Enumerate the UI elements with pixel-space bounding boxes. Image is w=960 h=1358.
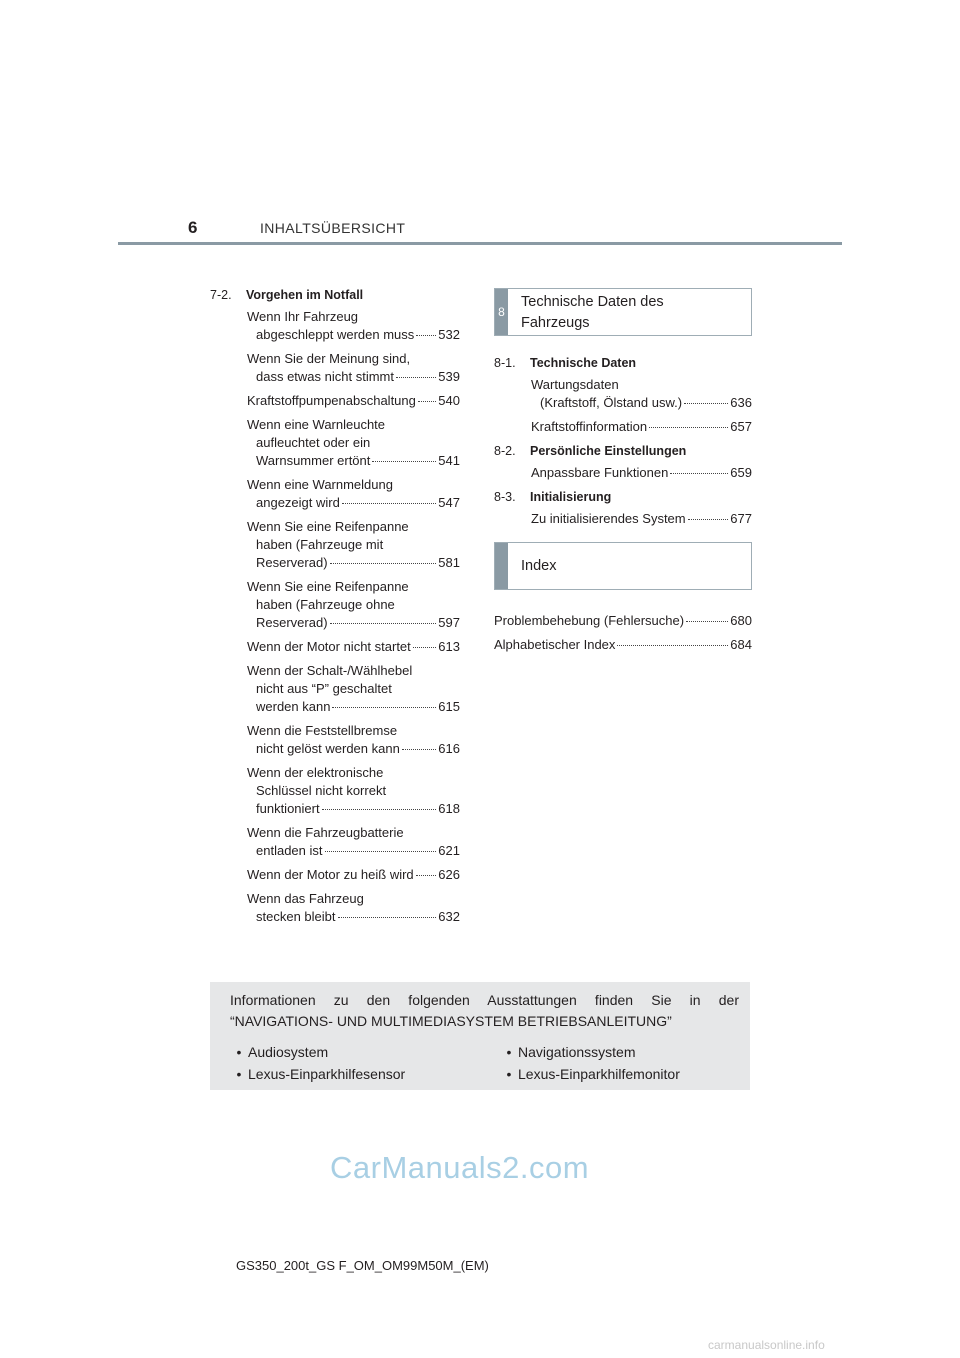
toc-entry-text: Wenn der Motor zu heiß wird [247, 867, 414, 882]
toc-section [494, 442, 752, 482]
toc-entry[interactable] [247, 416, 460, 470]
dot-leader [617, 645, 728, 646]
dot-leader [372, 461, 436, 462]
toc-entry-text: werden kann [256, 699, 331, 714]
index-entry[interactable] [494, 636, 752, 654]
toc-right-column [494, 288, 752, 660]
watermark: CarManuals2.com [330, 1150, 590, 1185]
page-ref: 597 [438, 615, 460, 630]
header-rule [118, 242, 842, 245]
index-box [494, 542, 752, 590]
toc-entry[interactable] [531, 376, 752, 412]
toc-entry[interactable] [247, 308, 460, 344]
toc-entries [210, 308, 460, 926]
toc-entry-line: aufleuchtet oder ein [256, 435, 371, 450]
page-number: 6 [188, 218, 198, 237]
dot-leader [396, 377, 436, 378]
toc-entry[interactable] [531, 464, 752, 482]
dot-leader [413, 647, 437, 648]
page-ref: 659 [730, 465, 752, 480]
toc-entry-line: Wenn der elektronische [247, 765, 384, 780]
toc-entry-text: nicht gelöst werden kann [256, 741, 400, 756]
toc-entry-line [247, 908, 460, 926]
dot-leader [402, 749, 436, 750]
section-number: 8-1. [494, 356, 516, 370]
toc-entry-line: haben (Fahrzeuge ohne [256, 597, 395, 612]
toc-entry-line [247, 614, 460, 632]
dot-leader [416, 335, 436, 336]
toc-entries [494, 510, 752, 528]
toc-entry-text: dass etwas nicht stimmt [256, 369, 394, 384]
index-entries [494, 612, 752, 654]
toc-section [494, 488, 752, 528]
watermark: carmanualsonline.info [708, 1338, 825, 1352]
toc-entry-text: funktioniert [256, 801, 320, 816]
feature-label: Lexus-Einparkhilfesensor [248, 1066, 406, 1082]
toc-entry-line: Wenn Sie der Meinung sind, [247, 351, 411, 366]
chapter-box [494, 288, 752, 336]
info-manual-title: “NAVIGATIONS- UND MULTIMEDIASYSTEM BETRIEBSANLEITUNG” [230, 1013, 672, 1029]
feature-item [230, 1063, 405, 1085]
page-ref: 541 [438, 453, 460, 468]
feature-label: Navigationssystem [518, 1044, 636, 1060]
page-header [118, 216, 842, 246]
page-ref: 539 [438, 369, 460, 384]
toc-entry-text: stecken bleibt [256, 909, 336, 924]
toc-entry-text: Reserverad) [256, 615, 328, 630]
toc-entry[interactable] [531, 418, 752, 436]
section-number: 8-3. [494, 490, 516, 504]
toc-entry-line [531, 418, 752, 436]
feature-label: Audiosystem [248, 1044, 329, 1060]
toc-entry-line [247, 392, 460, 410]
index-entry-text: Problembehebung (Fehlersuche) [494, 613, 685, 628]
section-number: 7-2. [210, 288, 232, 302]
page-ref: 632 [438, 909, 460, 924]
toc-entry-line [247, 554, 460, 572]
page-ref: 684 [730, 637, 752, 652]
page-ref: 626 [438, 867, 460, 882]
toc-entry-line: Wenn der Schalt-/Wählhebel [247, 663, 413, 678]
toc-entry-line: Wenn Ihr Fahrzeug [247, 309, 359, 324]
bullet: • [236, 1044, 242, 1060]
index-title[interactable]: Index [521, 557, 557, 574]
chapter-sections [494, 354, 752, 528]
toc-entry-text: entladen ist [256, 843, 323, 858]
page-ref: 618 [438, 801, 460, 816]
bullet: • [236, 1066, 242, 1082]
section-heading [210, 286, 460, 304]
toc-entry-line [247, 326, 460, 344]
toc-entry-line [247, 740, 460, 758]
toc-entry-line: Wenn Sie eine Reifenpanne [247, 519, 409, 534]
toc-entry[interactable] [247, 392, 460, 410]
section-heading [494, 442, 752, 460]
toc-entry-text: Zu initialisierendes System [531, 511, 686, 526]
page-ref: 532 [438, 327, 460, 342]
bullet: • [506, 1066, 512, 1082]
toc-entry-line: Wartungsdaten [531, 377, 619, 392]
toc-entry-text: Kraftstoffpumpenabschaltung [247, 393, 416, 408]
page-title: INHALTSÜBERSICHT [260, 220, 406, 236]
toc-entry[interactable] [531, 510, 752, 528]
feature-item [230, 1041, 405, 1063]
page-ref: 616 [438, 741, 460, 756]
info-text: Informationen zu den folgenden Ausstattungen finden Sie in der [230, 992, 739, 1008]
toc-entry-line: Wenn eine Warnmeldung [247, 477, 393, 492]
feature-list-left [230, 1041, 405, 1085]
dot-leader [686, 621, 728, 622]
section-title: Initialisierung [530, 490, 612, 504]
toc-entry-line: Wenn Sie eine Reifenpanne [247, 579, 409, 594]
page-ref: 547 [438, 495, 460, 510]
toc-entry-line [247, 452, 460, 470]
dot-leader [418, 401, 436, 402]
toc-entry-line [247, 866, 460, 884]
toc-entry-line: Wenn eine Warnleuchte [247, 417, 386, 432]
dot-leader [684, 403, 728, 404]
toc-entry-line [247, 842, 460, 860]
section-heading [494, 354, 752, 372]
chapter-title-line: Fahrzeugs [521, 315, 590, 331]
toc-entry[interactable] [247, 518, 460, 572]
chapter-title[interactable] [508, 289, 664, 335]
toc-entry-line [531, 510, 752, 528]
toc-left-column [210, 286, 460, 932]
footer-code: GS350_200t_GS F_OM_OM99M50M_(EM) [236, 1258, 489, 1273]
toc-entry[interactable] [247, 638, 460, 656]
dot-leader [342, 503, 436, 504]
section-title: Vorgehen im Notfall [246, 288, 364, 302]
toc-entry[interactable] [247, 764, 460, 818]
toc-entry-line: haben (Fahrzeuge mit [256, 537, 384, 552]
toc-entry-line [247, 494, 460, 512]
toc-entry-text: angezeigt wird [256, 495, 340, 510]
info-box [210, 982, 750, 1090]
toc-section [494, 354, 752, 436]
toc-entry-line [247, 800, 460, 818]
dot-leader [332, 707, 436, 708]
toc-entry-text: Reserverad) [256, 555, 328, 570]
section-number: 8-2. [494, 444, 516, 458]
chapter-title-line: Technische Daten des [521, 294, 664, 310]
page-ref: 581 [438, 555, 460, 570]
page-ref: 636 [730, 395, 752, 410]
toc-entry-line: nicht aus “P” geschaltet [256, 681, 392, 696]
dot-leader [338, 917, 437, 918]
dot-leader [416, 875, 437, 876]
page-ref: 677 [730, 511, 752, 526]
dot-leader [670, 473, 728, 474]
toc-entry-text: abgeschleppt werden muss [256, 327, 415, 342]
page-ref: 657 [730, 419, 752, 434]
toc-entry-text: Warnsummer ertönt [256, 453, 371, 468]
toc-entry-text: Anpassbare Funktionen [531, 465, 669, 480]
toc-entry[interactable] [247, 476, 460, 512]
feature-label: Lexus-Einparkhilfemonitor [518, 1066, 680, 1082]
page-ref: 540 [438, 393, 460, 408]
toc-entry-line [247, 698, 460, 716]
dot-leader [325, 851, 437, 852]
toc-entry-line [247, 638, 460, 656]
toc-entry-text: (Kraftstoff, Ölstand usw.) [540, 395, 683, 410]
toc-entry[interactable] [247, 578, 460, 632]
toc-entry[interactable] [247, 866, 460, 884]
toc-entry-line: Wenn die Feststellbremse [247, 723, 398, 738]
bullet: • [506, 1044, 512, 1060]
feature-item [500, 1041, 680, 1063]
toc-entry[interactable] [247, 350, 460, 386]
toc-entry-text: Kraftstoffinformation [531, 419, 648, 434]
toc-entries [494, 376, 752, 436]
page-ref: 613 [438, 639, 460, 654]
page-ref: 621 [438, 843, 460, 858]
dot-leader [649, 427, 728, 428]
section-heading [494, 488, 752, 506]
toc-entry-line: Wenn das Fahrzeug [247, 891, 364, 906]
page-ref: 615 [438, 699, 460, 714]
toc-entry-line: Schlüssel nicht korrekt [256, 783, 387, 798]
dot-leader [330, 563, 437, 564]
page-ref: 680 [730, 613, 752, 628]
toc-entry-text: Wenn der Motor nicht startet [247, 639, 411, 654]
index-tab [495, 543, 508, 589]
toc-entry[interactable] [247, 662, 460, 716]
chapter-tab: 8 [495, 289, 508, 335]
feature-list-right [500, 1041, 680, 1085]
index-entry[interactable] [494, 612, 752, 630]
index-entry-text: Alphabetischer Index [494, 637, 616, 652]
toc-entry-line [247, 368, 460, 386]
dot-leader [688, 519, 729, 520]
toc-entry-line [531, 394, 752, 412]
dot-leader [330, 623, 437, 624]
toc-entry[interactable] [247, 722, 460, 758]
dot-leader [322, 809, 437, 810]
section-title: Technische Daten [530, 356, 637, 370]
toc-entry[interactable] [247, 824, 460, 860]
toc-entry[interactable] [247, 890, 460, 926]
toc-entry-line: Wenn die Fahrzeugbatterie [247, 825, 404, 840]
toc-entry-line [531, 464, 752, 482]
toc-entries [494, 464, 752, 482]
section-title: Persönliche Einstellungen [530, 444, 687, 458]
feature-item [500, 1063, 680, 1085]
